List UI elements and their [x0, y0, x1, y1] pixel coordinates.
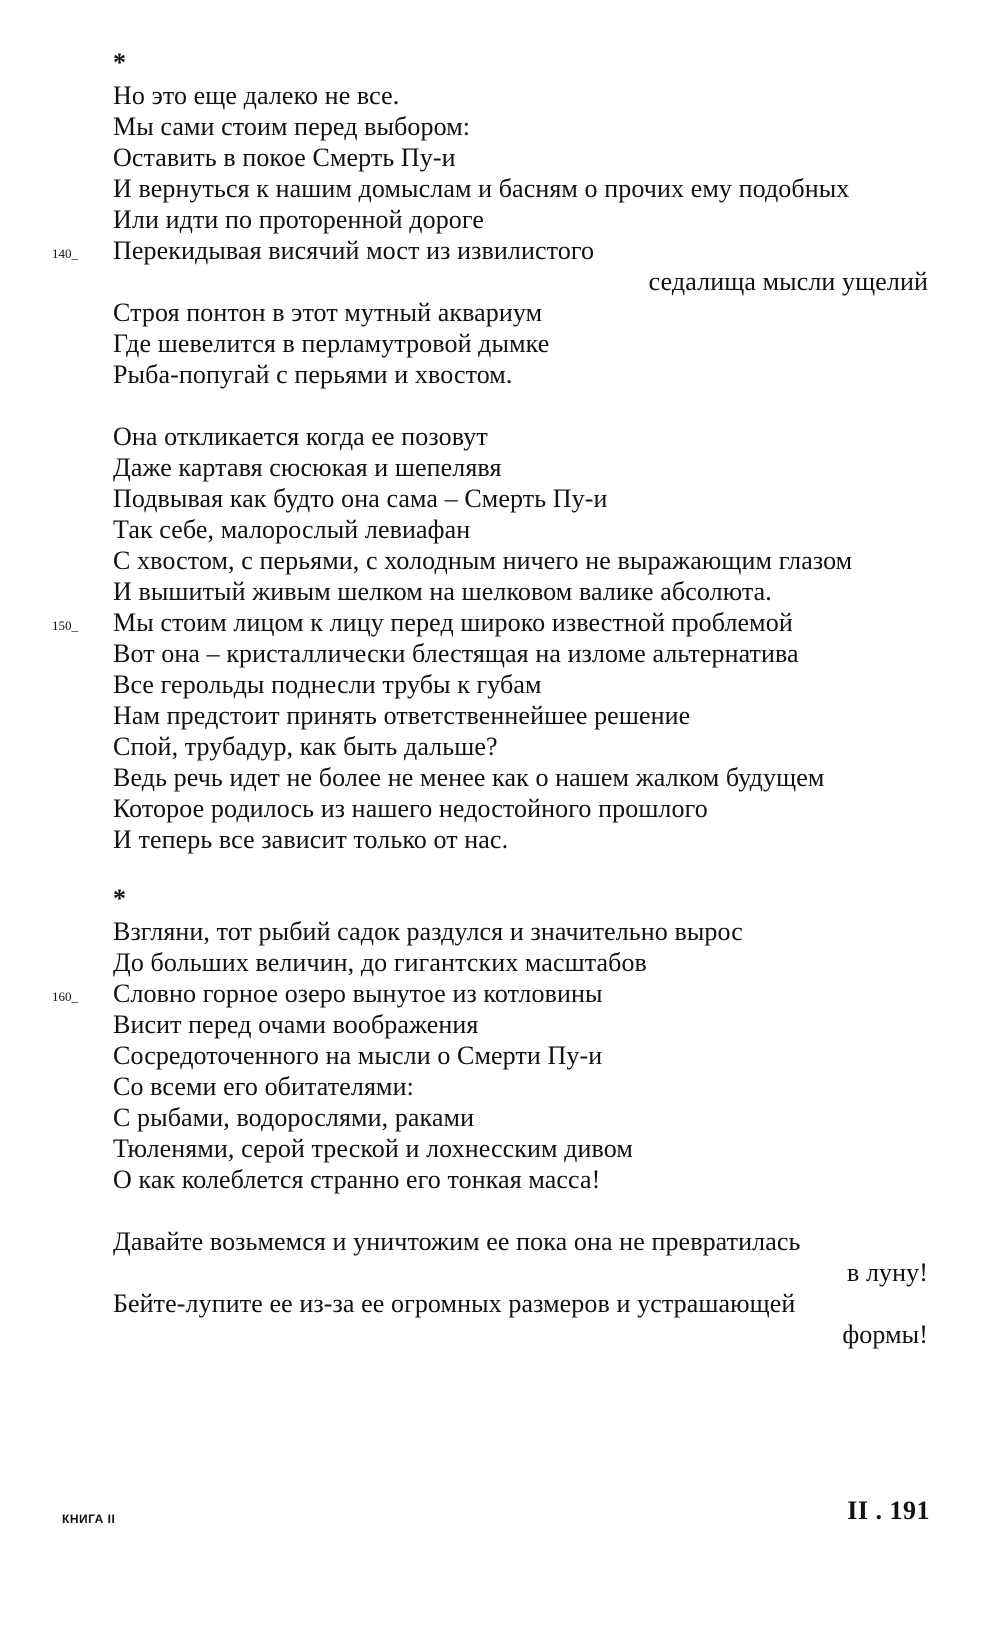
poem-line: Мы стоим лицом к лицу перед широко известной проблемой	[113, 608, 793, 637]
line-number: 140_	[52, 246, 78, 261]
poem-line: Где шевелится в перламутровой дымке	[113, 329, 550, 358]
poem-line: Рыба-попугай с перьями и хвостом.	[113, 360, 513, 389]
page-number: II . 191	[847, 1496, 930, 1525]
poem-line: Строя понтон в этот мутный аквариум	[113, 298, 543, 327]
poem-line: Спой, трубадур, как быть дальше?	[113, 732, 498, 761]
poem-line: Висит перед очами воображения	[113, 1010, 479, 1039]
poem-line: Тюленями, серой треской и лохнесским дивом	[113, 1134, 633, 1163]
poem-line: Она откликается когда ее позовут	[113, 422, 488, 451]
poem-line: Нам предстоит принять ответственнейшее решение	[113, 701, 691, 730]
section-asterisk: *	[113, 48, 126, 77]
poem-line: О как колеблется странно его тонкая масса!	[113, 1165, 601, 1194]
poem-line: Но это еще далеко не все.	[113, 81, 400, 110]
poem-line: Словно горное озеро вынутое из котловины	[113, 979, 603, 1008]
poem-line-continuation: в луну!	[846, 1258, 928, 1287]
poem-line: Мы сами стоим перед выбором:	[113, 112, 471, 141]
poem-line-continuation: формы!	[842, 1320, 928, 1349]
poem-line: И теперь все зависит только от нас.	[113, 825, 509, 854]
poem-line: Подвывая как будто она сама – Смерть Пу-и	[113, 484, 608, 513]
poem-line: Перекидывая висячий мост из извилистого	[113, 236, 595, 265]
line-number: 160_	[52, 989, 78, 1004]
poem-line: С рыбами, водорослями, раками	[113, 1103, 475, 1132]
poem-line: Бейте-лупите ее из-за ее огромных размеров и устрашающей	[113, 1289, 796, 1318]
poem-line: Ведь речь идет не более не менее как о нашем жалком будущем	[113, 763, 825, 792]
poem-line-continuation: седалища мысли ущелий	[648, 267, 928, 296]
poem-line: Все герольды поднесли трубы к губам	[113, 670, 542, 699]
section-asterisk: *	[113, 884, 126, 913]
line-number: 150_	[52, 618, 78, 633]
poem-line: Сосредоточенного на мысли о Смерти Пу-и	[113, 1041, 603, 1070]
poem-line: Которое родилось из нашего недостойного прошлого	[113, 794, 708, 823]
poem-line: И вернуться к нашим домыслам и басням о прочих ему подобных	[113, 174, 850, 203]
poem-line: С хвостом, с перьями, с холодным ничего не выражающим глазом	[113, 546, 853, 575]
poem-line: Оставить в покое Смерть Пу-и	[113, 143, 456, 172]
poem-line: Вот она – кристаллически блестящая на изломе альтернатива	[113, 639, 799, 668]
poem-line: Или идти по проторенной дороге	[113, 205, 484, 234]
poem-line: Давайте возьмемся и уничтожим ее пока она не превратилась	[113, 1227, 801, 1256]
poem-line: Даже картавя сюсюкая и шепелявя	[113, 453, 502, 482]
poem-line: Так себе, малорослый левиафан	[113, 515, 471, 544]
poem-line: До больших величин, до гигантских масштабов	[113, 948, 647, 977]
running-footer-book: КНИГА II	[62, 1512, 116, 1526]
poem-line: Со всеми его обитателями:	[113, 1072, 414, 1101]
poem-line: И вышитый живым шелком на шелковом валике абсолюта.	[113, 577, 772, 606]
poem-line: Взгляни, тот рыбий садок раздулся и значительно вырос	[113, 917, 743, 946]
